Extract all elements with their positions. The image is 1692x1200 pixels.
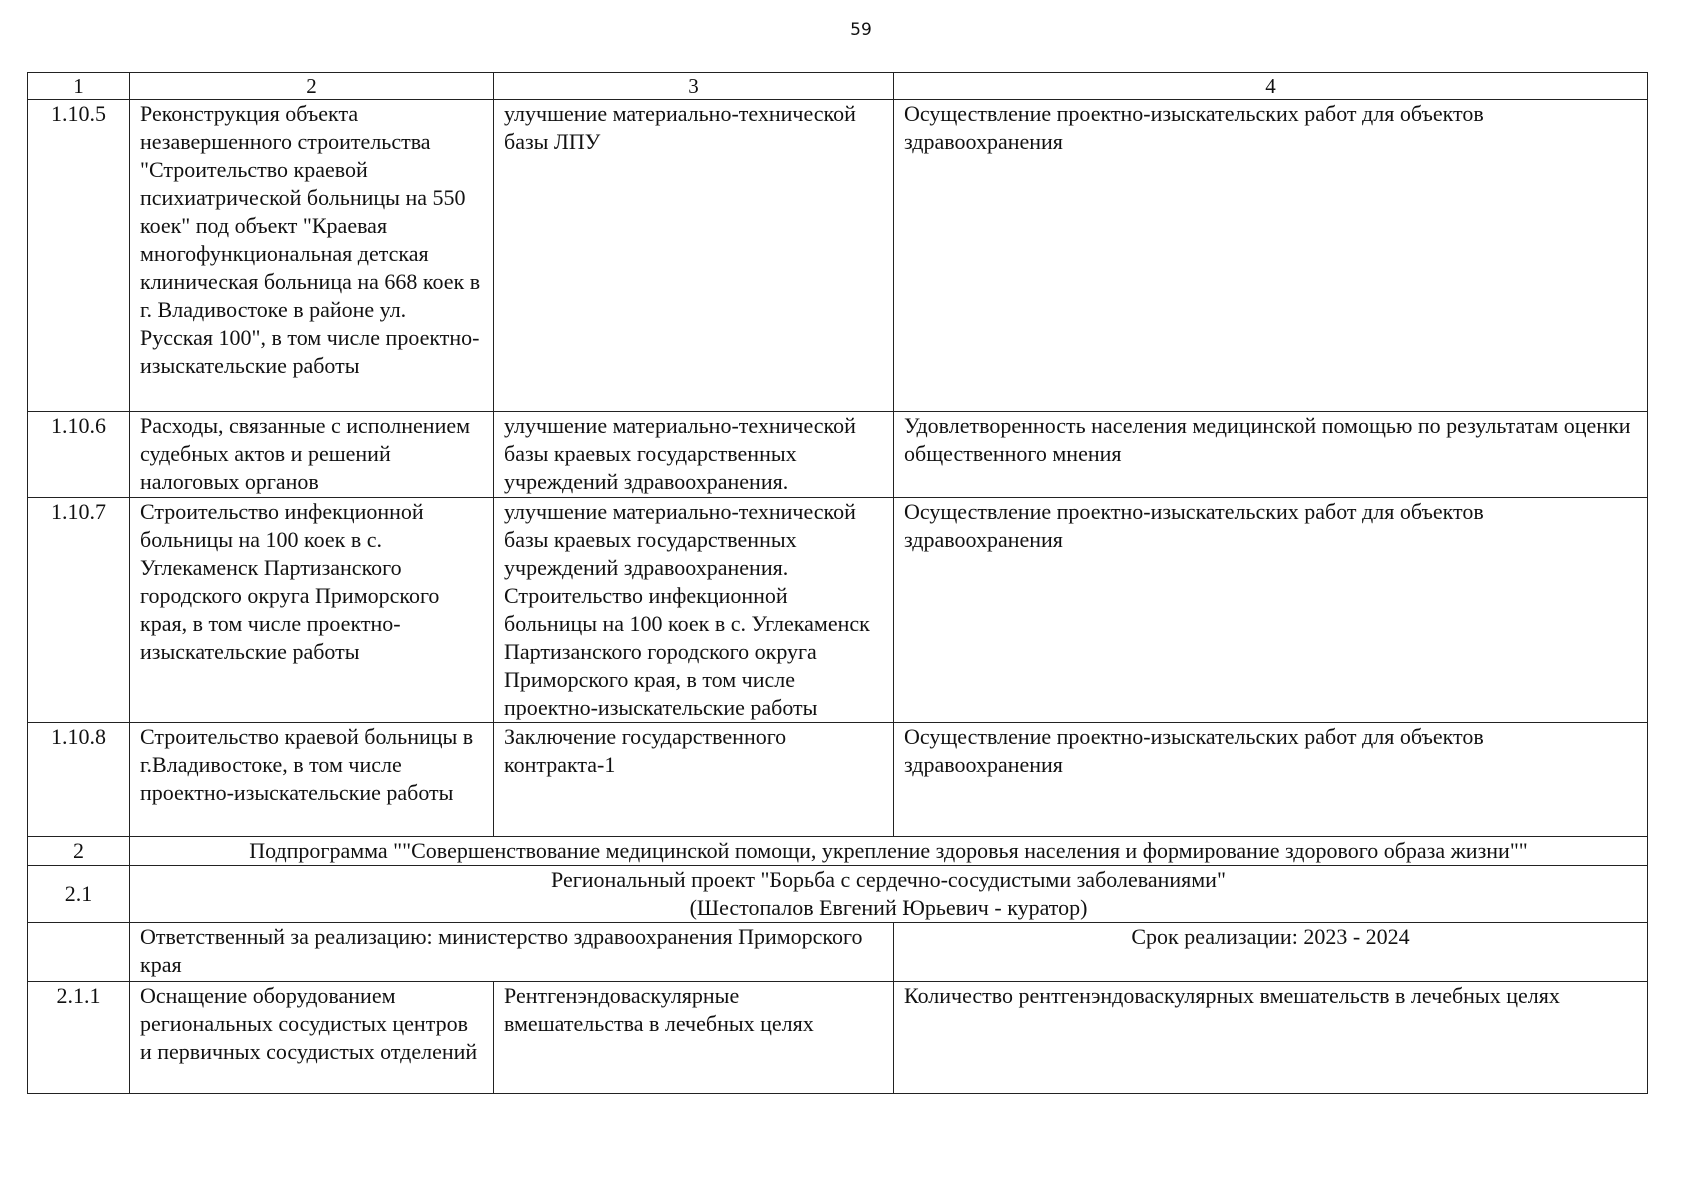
header-col-2: 2 xyxy=(130,73,494,100)
table-row xyxy=(28,723,1648,837)
row-number: 1.10.5 xyxy=(28,100,130,412)
table-row xyxy=(28,100,1648,412)
project-curator: (Шестопалов Евгений Юрьевич - куратор) xyxy=(689,895,1088,920)
row-number: 1.10.6 xyxy=(28,412,130,498)
project-row xyxy=(28,866,1648,923)
row-result: Заключение государственного контракта-1 xyxy=(494,723,894,837)
table-row xyxy=(28,412,1648,498)
row-result: улучшение материально-технической базы краевых государственных учреждений здравоохранения. xyxy=(494,412,894,498)
subprogram-title: Подпрограмма ""Совершенствование медицинской помощи, укрепление здоровья населения и формирование здорового образа жизни"" xyxy=(130,837,1648,866)
row-name: Строительство инфекционной больницы на 100 коек в с. Углекаменск Партизанского городского округа Приморского края, в том числе проектно-изыскательские работы xyxy=(130,498,494,723)
table-row xyxy=(28,982,1648,1094)
header-row xyxy=(28,73,1648,100)
header-col-3: 3 xyxy=(494,73,894,100)
page-number: 59 xyxy=(850,20,872,40)
row-name: Расходы, связанные с исполнением судебных актов и решений налоговых органов xyxy=(130,412,494,498)
program-table xyxy=(27,72,1648,1094)
responsible-text: Ответственный за реализацию: министерство здравоохранения Приморского края xyxy=(130,923,894,982)
table-row xyxy=(28,498,1648,723)
row-name: Реконструкция объекта незавершенного строительства "Строительство краевой психиатрической больницы на 550 коек" под объект "Краевая многофункциональная детская клиническая больница на 668 коек в г. Владивостоке в районе ул. Русская 100", в том числе проектно-изыскательские работы xyxy=(130,100,494,412)
row-indicator: Количество рентгенэндоваскулярных вмешательств в лечебных целях xyxy=(894,982,1648,1094)
row-name: Оснащение оборудованием региональных сосудистых центров и первичных сосудистых отделений xyxy=(130,982,494,1094)
row-name: Строительство краевой больницы в г.Владивостоке, в том числе проектно-изыскательские работы xyxy=(130,723,494,837)
row-indicator: Осуществление проектно-изыскательских работ для объектов здравоохранения xyxy=(894,100,1648,412)
row-indicator: Осуществление проектно-изыскательских работ для объектов здравоохранения xyxy=(894,498,1648,723)
project-number: 2.1 xyxy=(28,866,130,923)
row-indicator: Осуществление проектно-изыскательских работ для объектов здравоохранения xyxy=(894,723,1648,837)
project-cell xyxy=(130,866,1648,923)
responsible-row xyxy=(28,923,1648,982)
subprogram-row xyxy=(28,837,1648,866)
row-number: 1.10.7 xyxy=(28,498,130,723)
subprogram-number: 2 xyxy=(28,837,130,866)
row-result: улучшение материально-технической базы краевых государственных учреждений здравоохранения. Строительство инфекционной больницы на 100 коек в с. Углекаменск Партизанского городского округа Приморского края, в том числе проектно-изыскательские работы xyxy=(494,498,894,723)
row-result: Рентгенэндоваскулярные вмешательства в лечебных целях xyxy=(494,982,894,1094)
header-col-1: 1 xyxy=(28,73,130,100)
implementation-term: Срок реализации: 2023 - 2024 xyxy=(894,923,1648,982)
responsible-empty-cell xyxy=(28,923,130,982)
row-number: 1.10.8 xyxy=(28,723,130,837)
row-indicator: Удовлетворенность населения медицинской помощью по результатам оценки общественного мнения xyxy=(894,412,1648,498)
row-number: 2.1.1 xyxy=(28,982,130,1094)
header-col-4: 4 xyxy=(894,73,1648,100)
project-title: Региональный проект "Борьба с сердечно-сосудистыми заболеваниями" xyxy=(551,867,1226,892)
row-result: улучшение материально-технической базы ЛПУ xyxy=(494,100,894,412)
